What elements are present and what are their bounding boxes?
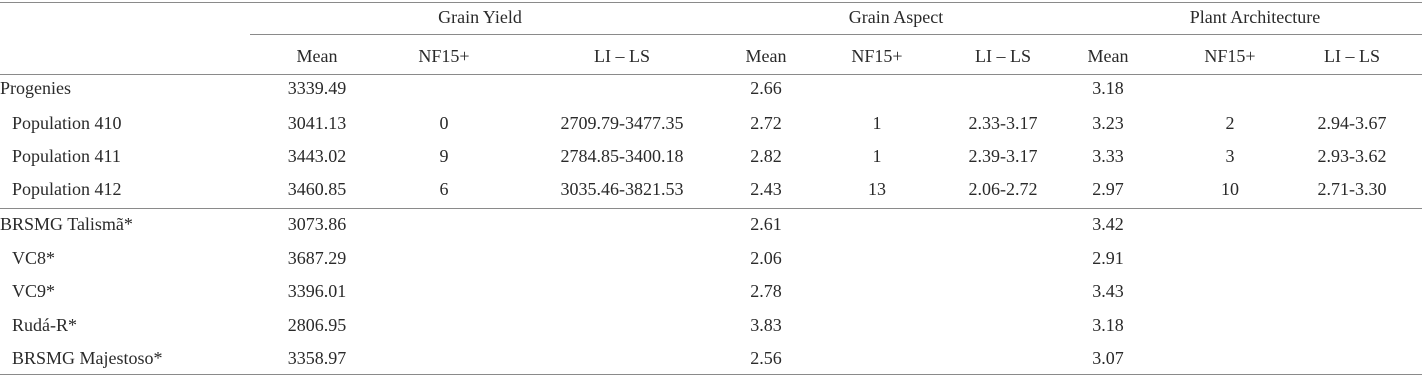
table-cell: 3.33 [1092, 146, 1124, 166]
table-cell: 2.66 [750, 78, 782, 98]
table-cell: 2.06 [750, 248, 782, 268]
column-header: LI – LS [975, 46, 1031, 66]
row-label: Population 412 [12, 179, 122, 199]
table-cell: 2.94-3.67 [1317, 113, 1387, 133]
header-bottom-rule [0, 74, 1422, 75]
table-cell: 3 [1225, 146, 1235, 166]
table-top-rule [0, 2, 1422, 3]
table-cell: 2.97 [1092, 179, 1124, 199]
table-cell: 2.33-3.17 [968, 113, 1038, 133]
group-header: Grain Aspect [848, 7, 944, 27]
section-divider-rule [0, 208, 1422, 209]
table-cell: 3.42 [1092, 214, 1124, 234]
column-header: NF15+ [418, 46, 470, 66]
table-cell: 0 [439, 113, 449, 133]
table-cell: 2.56 [750, 348, 782, 368]
row-label: Population 411 [12, 146, 121, 166]
table-cell: 2.72 [750, 113, 782, 133]
table-cell: 3339.49 [287, 78, 347, 98]
table-cell: 2.43 [750, 179, 782, 199]
table-cell: 2 [1225, 113, 1235, 133]
table-cell: 2.71-3.30 [1317, 179, 1387, 199]
table-cell: 3687.29 [287, 248, 347, 268]
column-header: Mean [1087, 46, 1129, 66]
column-header: LI – LS [1324, 46, 1380, 66]
row-label: Population 410 [12, 113, 122, 133]
table-cell: 2.82 [750, 146, 782, 166]
table-cell: 3041.13 [287, 113, 347, 133]
table-cell: 3443.02 [287, 146, 347, 166]
group-header-underline [250, 34, 1422, 35]
row-label: BRSMG Majestoso* [12, 348, 163, 368]
table-cell: 3358.97 [287, 348, 347, 368]
table-cell: 3.43 [1092, 281, 1124, 301]
table-cell: 1 [872, 113, 882, 133]
table-cell: 13 [868, 179, 886, 199]
table-cell: 3.83 [750, 315, 782, 335]
group-header: Plant Architecture [1189, 7, 1321, 27]
table-cell: 2.06-2.72 [968, 179, 1038, 199]
table-cell: 3.18 [1092, 315, 1124, 335]
table-cell: 3.23 [1092, 113, 1124, 133]
table-cell: 2.91 [1092, 248, 1124, 268]
column-header: Mean [296, 46, 338, 66]
column-header: NF15+ [1204, 46, 1256, 66]
table-cell: 2709.79-3477.35 [560, 113, 684, 133]
table-cell: 3460.85 [287, 179, 347, 199]
table-cell: 3.18 [1092, 78, 1124, 98]
table-cell: 3073.86 [287, 214, 347, 234]
column-header: NF15+ [851, 46, 903, 66]
table-cell: 2.78 [750, 281, 782, 301]
table-cell: 3.07 [1092, 348, 1124, 368]
table-cell: 3396.01 [287, 281, 347, 301]
group-header: Grain Yield [438, 7, 522, 27]
table-cell: 10 [1221, 179, 1239, 199]
column-header: LI – LS [594, 46, 650, 66]
table-cell: 2.39-3.17 [968, 146, 1038, 166]
table-cell: 3035.46-3821.53 [560, 179, 684, 199]
table-cell: 1 [872, 146, 882, 166]
table-cell: 2806.95 [287, 315, 347, 335]
table-cell: 2784.85-3400.18 [560, 146, 684, 166]
row-label: VC8* [12, 248, 56, 268]
row-label: Progenies [0, 78, 71, 98]
row-label: Rudá-R* [12, 315, 77, 335]
table-cell: 9 [439, 146, 449, 166]
table-cell: 6 [439, 179, 449, 199]
row-label: VC9* [12, 281, 56, 301]
row-label: BRSMG Talismã* [0, 214, 133, 234]
table-cell: 2.93-3.62 [1317, 146, 1387, 166]
column-header: Mean [745, 46, 787, 66]
table-cell: 2.61 [750, 214, 782, 234]
table-bottom-rule [0, 374, 1422, 375]
